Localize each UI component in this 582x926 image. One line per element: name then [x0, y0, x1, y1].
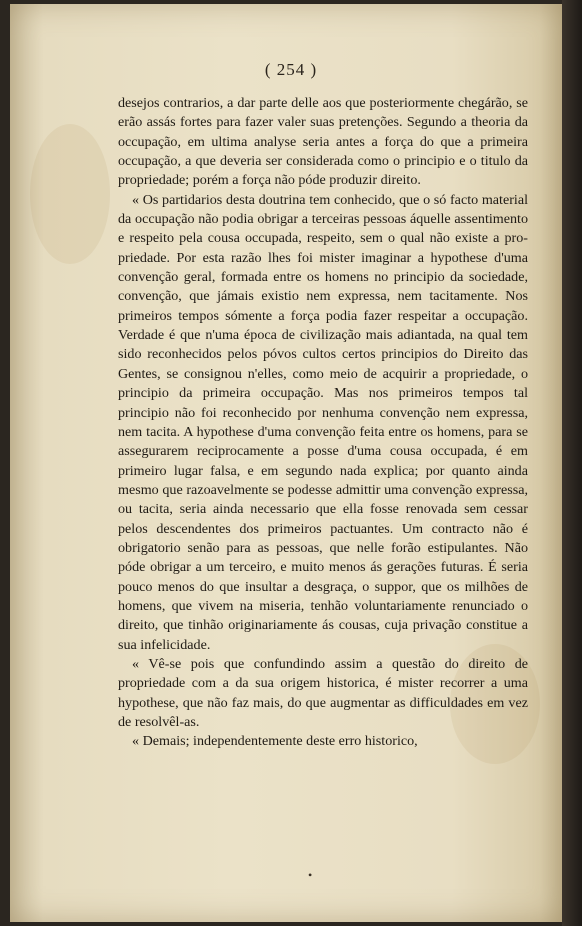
body-text: [118, 94, 528, 752]
printer-mark-icon: •: [308, 868, 313, 882]
paper-stain: [30, 124, 110, 264]
paragraph: « Os partidarios desta doutrina tem conhecido, que o só facto material da occupação não podia obrigar a terceiras pessoas áquelle assentimento e respeito pela cousa occupada, respeito, sem o qual não existe a propriedade. Por esta razão lhes foi mister imaginar a hypothese d'uma convenção geral, formada entre os homens no principio da sociedade, convenção, que jámais existio nem expressa, nem tacitamente. Nos primeiros tempos sómente a força podia fazer respeitar a occupação. Verdade é que n'uma época de civilização mais adiantada, na qual tem sido reconhecidos pelos póvos cultos certos principios do Direito das Gentes, se consignou n'elles, como meio de acquirir a propriedade, o principio da primeira occupação. Mas nos primeiros tempos tal principio não foi reconhecido por nenhuma convenção nem expressa, nem tacita. A hypothese d'uma convenção feita entre os homens, para se assegurarem reciprocamente a posse d'uma cousa occupada, é em primeiro lugar falsa, e em segundo nada explica; por quanto ainda mesmo que razoavelmente se podesse admittir uma convenção expressa, ou tacita, seria ainda necessario que ella fosse renovada sem cessar pelos descendentes dos primeiros pactuantes. Um contracto não é obrigatorio senão para as pessoas, que nelle forão estipulantes. Não póde obrigar a um terceiro, e muito menos ás gerações futuras. É seria pouco menos do que insultar a desgraça, o suppor, que os milhões de homens, que vivem na miseria, tenhão voluntariamente renunciado o direito, que tinhão originariamente ás cousas, cuja privação constitue a sua infelicidade.: [118, 191, 528, 653]
paragraph: desejos contrarios, a dar parte delle aos que posteriormente chegárão, se erão assás fortes para fazer valer suas pretenções. Segundo a theoria da occupação, em ultima analyse seria antes a força do que a primeira occupação, a que deveria ser considerada como o principio e o titulo da propriedade; porém a força não póde produzir direito.: [118, 95, 528, 189]
page-edge-shadow: [562, 0, 582, 926]
paragraph: « Vê-se pois que confundindo assim a questão do direito de propriedade com a da sua origem historica, é mister recorrer a uma hypothese, que não faz mais, do que augmentar as difficuldades em vez de resolvêl-as.: [118, 655, 528, 730]
paragraph: « Demais; independentemente deste erro historico,: [132, 733, 418, 750]
page-number: ( 254 ): [264, 60, 318, 79]
